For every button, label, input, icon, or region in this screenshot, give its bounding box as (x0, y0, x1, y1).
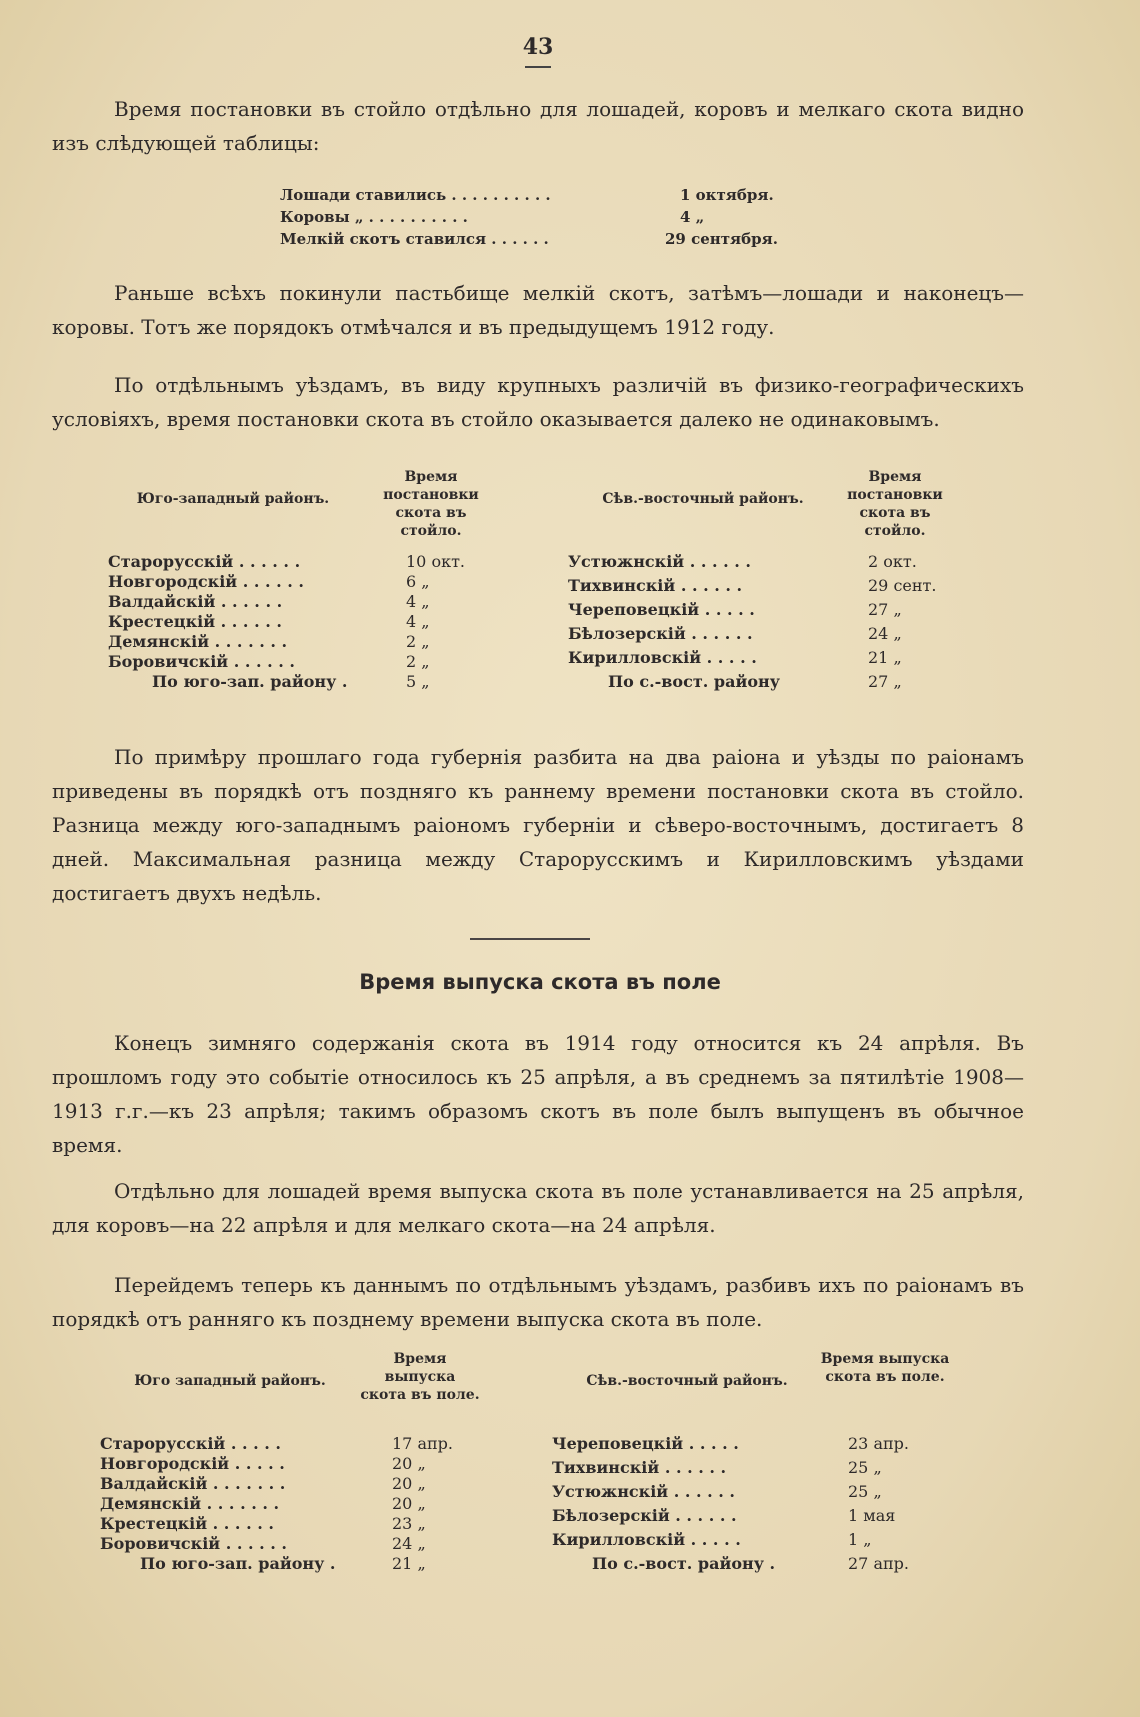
district-value: 25 „ (848, 1482, 882, 1501)
paragraph-5 (52, 1026, 1024, 1162)
region-total-name: По с.-вост. району (608, 672, 780, 691)
small-table-label: Мелкій скотъ ставился . . . . . . (280, 230, 549, 248)
section-title: Время выпуска скота въ поле (359, 970, 721, 994)
small-table-value: 4 „ (680, 208, 705, 226)
district-name: Боровичскій . . . . . . (100, 1534, 287, 1553)
paragraph-5-text: Конецъ зимняго содержанія скота въ 1914 году относится къ 24 апрѣля. Въ прошломъ году это событіе относилось къ 25 апрѣля, а въ среднемъ за пятилѣтіе 1908—1913 г.г.—къ 23 апрѣля; такимъ образомъ скотъ въ поле былъ выпущенъ въ обычное время. (52, 1031, 1024, 1157)
region-total-name: По юго-зап. району . (140, 1554, 336, 1573)
district-value: 2 „ (406, 652, 430, 671)
small-table-row (280, 184, 840, 206)
paragraph-4-text: По примѣру прошлаго года губернія разбита на два раіона и уѣзды по раіонамъ приведены въ порядкѣ отъ поздняго къ раннему времени постановки скота въ стойло. Разница между юго-западнымъ раіономъ губерніи и сѣверо-восточнымъ, достигаетъ 8 дней. Максимальная разница между Старорусскимъ и Кирилловскимъ уѣздами достигаетъ двухъ недѣль. (52, 745, 1024, 905)
paragraph-6-text: Отдѣльно для лошадей время выпуска скота въ поле устанавливается на 25 апрѣля, для коровъ—на 22 апрѣля и для мелкаго скота—на 24 апрѣля. (52, 1179, 1024, 1237)
district-name: Бѣлозерскій . . . . . . (552, 1506, 737, 1525)
small-table-row (280, 206, 840, 228)
district-value: 4 „ (406, 592, 430, 611)
page-number-underline (525, 66, 551, 68)
district-name: Тихвинскій . . . . . . (552, 1458, 727, 1477)
small-table-label: Коровы „ . . . . . . . . . . (280, 208, 468, 226)
section-divider (470, 938, 590, 940)
stall-table (108, 468, 1068, 718)
district-value: 20 „ (392, 1454, 426, 1473)
district-name: Кирилловскій . . . . . (568, 648, 757, 667)
region-total-value: 27 „ (868, 672, 902, 691)
small-table-value: 29 сентября. (665, 230, 778, 248)
district-name: Устюжнскій . . . . . . (552, 1482, 735, 1501)
district-name: Новгородскій . . . . . . (108, 572, 304, 591)
pasture-table (100, 1350, 1060, 1600)
district-value: 1 „ (848, 1530, 872, 1549)
paragraph-7 (52, 1268, 1024, 1336)
stall-table-left-header: Юго-западный районъ. (136, 491, 330, 507)
stall-table-right-header: Сѣв.-восточный районъ. (602, 491, 804, 507)
district-value: 21 „ (868, 648, 902, 667)
small-table-value: 1 октября. (680, 186, 774, 204)
region-total-name: По с.-вост. району . (592, 1554, 776, 1573)
region-total-value: 27 апр. (848, 1554, 909, 1573)
paragraph-6 (52, 1174, 1024, 1242)
paragraph-3-text: По отдѣльнымъ уѣздамъ, въ виду крупныхъ различій въ физико-географическихъ условіяхъ, время постановки скота въ стойло оказывается далеко не одинаковымъ. (52, 373, 1024, 431)
district-value: 24 „ (392, 1534, 426, 1553)
district-name: Старорусскій . . . . . . (108, 552, 301, 571)
pasture-table-left-col-header: Время выпуска скота въ поле. (360, 1351, 480, 1403)
district-value: 2 „ (406, 632, 430, 651)
district-name: Крестецкій . . . . . . (108, 612, 282, 631)
district-value: 4 „ (406, 612, 430, 631)
small-table-label: Лошади ставились . . . . . . . . . . (280, 186, 551, 204)
district-value: 23 „ (392, 1514, 426, 1533)
district-name: Валдайскій . . . . . . . (100, 1474, 286, 1493)
region-total-value: 5 „ (406, 672, 430, 691)
district-name: Бѣлозерскій . . . . . . (568, 624, 753, 643)
district-name: Череповецкій . . . . . (568, 600, 755, 619)
district-name: Устюжнскій . . . . . . (568, 552, 751, 571)
district-value: 24 „ (868, 624, 902, 643)
stall-table-right-col-header: Время постановки скота въ стойло. (847, 469, 943, 539)
district-name: Старорусскій . . . . . (100, 1434, 281, 1453)
district-name: Тихвинскій . . . . . . (568, 576, 743, 595)
district-value: 10 окт. (406, 552, 466, 571)
paragraph-7-text: Перейдемъ теперь къ даннымъ по отдѣльнымъ уѣздамъ, разбивъ ихъ по раіонамъ въ порядкѣ отъ ранняго къ позднему времени выпуска скота въ поле. (52, 1273, 1024, 1331)
district-name: Демянскій . . . . . . . (108, 632, 288, 651)
district-value: 20 „ (392, 1474, 426, 1493)
page-number: 43 (522, 34, 554, 60)
district-value: 6 „ (406, 572, 430, 591)
district-value: 20 „ (392, 1494, 426, 1513)
paragraph-2 (52, 276, 1024, 344)
pasture-table-right-col-header: Время выпуска скота въ поле. (820, 1351, 950, 1385)
district-value: 25 „ (848, 1458, 882, 1477)
horse-cow-sheep-table (280, 184, 840, 250)
stall-table-left-col-header: Время постановки скота въ стойло. (383, 469, 479, 539)
region-total-name: По юго-зап. району . (152, 672, 348, 691)
district-value: 27 „ (868, 600, 902, 619)
district-value: 17 апр. (392, 1434, 453, 1453)
district-name: Крестецкій . . . . . . (100, 1514, 274, 1533)
district-value: 23 апр. (848, 1434, 909, 1453)
region-total-value: 21 „ (392, 1554, 426, 1573)
pasture-table-left-header: Юго западный районъ. (134, 1373, 326, 1389)
pasture-table-right-header: Сѣв.-восточный районъ. (586, 1373, 788, 1389)
paragraph-4 (52, 740, 1024, 910)
district-value: 29 сент. (868, 576, 937, 595)
district-name: Демянскій . . . . . . . (100, 1494, 280, 1513)
district-value: 1 мая (848, 1506, 896, 1525)
district-value: 2 окт. (868, 552, 917, 571)
paragraph-3 (52, 368, 1024, 436)
paragraph-1-text: Время постановки въ стойло отдѣльно для лошадей, коровъ и мелкаго скота видно изъ слѣдующей таблицы: (52, 97, 1024, 155)
district-name: Череповецкій . . . . . (552, 1434, 739, 1453)
district-name: Боровичскій . . . . . . (108, 652, 295, 671)
district-name: Кирилловскій . . . . . (552, 1530, 741, 1549)
paragraph-1 (52, 92, 1024, 160)
district-name: Новгородскій . . . . . (100, 1454, 285, 1473)
paragraph-2-text: Раньше всѣхъ покинули пастьбище мелкій скотъ, затѣмъ—лошади и наконецъ—коровы. Тотъ же порядокъ отмѣчался и въ предыдущемъ 1912 году. (52, 281, 1024, 339)
district-name: Валдайскій . . . . . . (108, 592, 283, 611)
small-table-row (280, 228, 840, 250)
